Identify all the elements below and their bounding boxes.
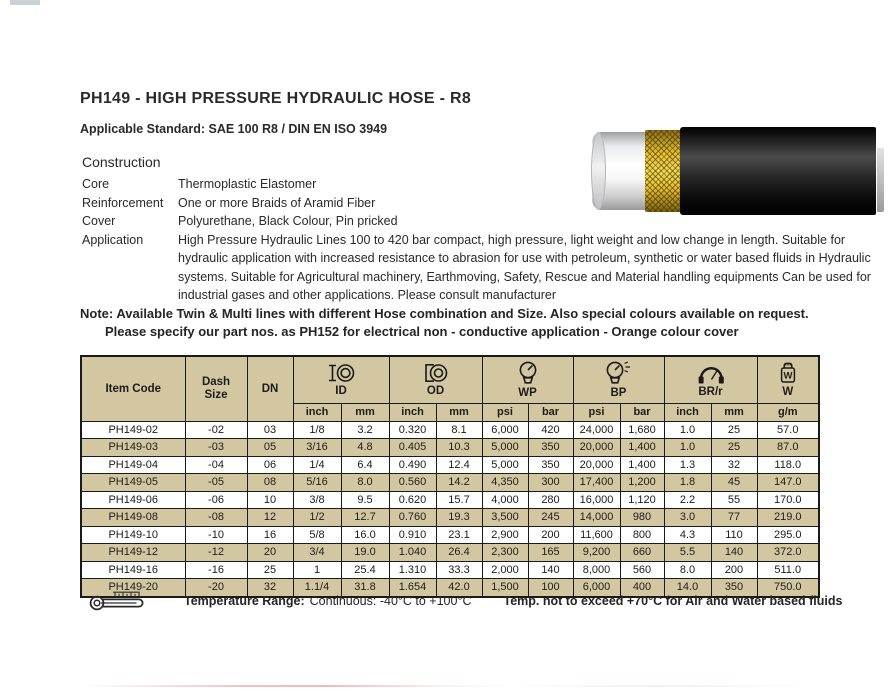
table-row-PH149-10 [81,526,819,544]
table-cell: 14.0 [664,579,711,597]
table-cell: 24,000 [573,421,620,439]
construction-value: One or more Braids of Aramid Fiber [178,195,376,210]
table-cell: 245 [528,509,573,527]
table-cell: 0.760 [389,509,436,527]
table-cell: 5/16 [293,474,341,492]
table-cell: 19.3 [436,509,482,527]
table-cell: 0.405 [389,439,436,457]
table-cell: 3.0 [664,509,711,527]
temperature-continuous-value: Continuous: -40°C to +100°C [309,594,472,608]
table-cell: 1 [293,561,341,579]
table-cell: 55 [711,491,757,509]
table-cell: -06 [185,491,247,509]
table-cell: 03 [247,421,293,439]
outer-diameter-icon [422,362,450,384]
table-cell: 12 [247,509,293,527]
table-row-PH149-05 [81,474,819,492]
table-cell: -04 [185,456,247,474]
temperature-limit-note: Temp. not to exceed +70°C for Air and Water based fluids [503,594,843,608]
col-header-item-code: Item Code [81,356,185,421]
unit-header-mm: mm [341,403,389,421]
table-cell: PH149-12 [81,544,185,562]
page-title: PH149 - HIGH PRESSURE HYDRAULIC HOSE - R8 [80,90,472,107]
table-cell: 660 [620,544,664,562]
table-cell: 15.7 [436,491,482,509]
construction-value: Thermoplastic Elastomer [178,177,317,191]
table-cell: 1,400 [620,439,664,457]
table-cell: 11,600 [573,526,620,544]
construction-row-core [82,175,874,194]
table-cell: 6,000 [482,421,528,439]
table-row-PH149-03 [81,439,819,457]
table-cell: 200 [528,526,573,544]
table-cell: 1.3 [664,456,711,474]
table-cell: 16,000 [573,491,620,509]
table-cell: -02 [185,421,247,439]
table-cell: 3.2 [341,421,389,439]
table-cell: PH149-04 [81,456,185,474]
table-cell: 05 [247,439,293,457]
col-header-id-label: ID [335,385,347,398]
table-cell: PH149-16 [81,561,185,579]
table-cell: 32 [247,579,293,597]
col-header-wp-label: WP [518,386,537,399]
table-cell: 32 [711,456,757,474]
construction-row-application [82,231,874,305]
table-cell: 800 [620,526,664,544]
table-cell: -05 [185,474,247,492]
col-header-bp [573,356,664,403]
table-cell: 25 [711,439,757,457]
table-cell: 1,500 [482,579,528,597]
table-cell: 511.0 [757,561,819,579]
table-cell: PH149-20 [81,579,185,597]
table-cell: 06 [247,456,293,474]
table-cell: 8,000 [573,561,620,579]
unit-header-g-m: g/m [757,403,819,421]
col-header-w-label: W [782,386,794,399]
note-line-1: Note: Available Twin & Multi lines with different Hose combination and Size. Also special colours available on request. [80,306,809,321]
col-header-br [664,356,757,403]
table-cell: 19.0 [341,544,389,562]
construction-heading: Construction [82,154,161,170]
table-cell: 4.3 [664,526,711,544]
table-cell: PH149-03 [81,439,185,457]
col-header-bp-label: BP [610,386,627,399]
table-cell: 1/8 [293,421,341,439]
table-cell: 2,300 [482,544,528,562]
unit-header-bar: bar [620,403,664,421]
table-cell: 6.4 [341,456,389,474]
thermometer-icon [88,586,150,616]
weight-icon [779,361,797,385]
table-cell: 10.3 [436,439,482,457]
table-cell: 280 [528,491,573,509]
table-cell: 25 [711,421,757,439]
table-cell: 1,120 [620,491,664,509]
inner-diameter-icon [326,362,356,384]
table-row-PH149-02 [81,421,819,439]
table-cell: 14,000 [573,509,620,527]
construction-value: High Pressure Hydraulic Lines 100 to 420 bar compact, high pressure, light weight and low change in length. Suitable for hydraulic application with increased resistance to abrasion for use with petroleum, synthetic or water based fluids in Hydraulic systems. Suitable for Agricultural machinery, Earthmoving, Safety, Rescue and Material handling equipments Can be used for industrial gases and other applications. Please consult manufacturer [178,232,871,302]
table-cell: 12.4 [436,456,482,474]
burst-pressure-icon [603,361,634,386]
unit-header-mm: mm [436,403,482,421]
table-cell: PH149-10 [81,526,185,544]
table-cell: 77 [711,509,757,527]
table-cell: 0.910 [389,526,436,544]
table-cell: 0.560 [389,474,436,492]
construction-label: Application [82,232,144,247]
table-cell: 5.5 [664,544,711,562]
table-cell: 20 [247,544,293,562]
table-cell: 140 [528,561,573,579]
table-cell: 1.040 [389,544,436,562]
unit-header-inch: inch [664,403,711,421]
pressure-gauge-icon [515,361,541,386]
table-cell: 4.8 [341,439,389,457]
table-cell: 350 [528,456,573,474]
table-cell: 25.4 [341,561,389,579]
bend-radius-icon [696,362,726,385]
construction-value: Polyurethane, Black Colour, Pin pricked [178,214,398,228]
table-cell: 5,000 [482,439,528,457]
table-cell: 20,000 [573,456,620,474]
table-cell: 14.2 [436,474,482,492]
table-cell: 1,400 [620,456,664,474]
table-cell: 0.490 [389,456,436,474]
table-cell: 5/8 [293,526,341,544]
table-cell: 17,400 [573,474,620,492]
table-cell: 420 [528,421,573,439]
col-header-wp [482,356,573,403]
table-cell: 87.0 [757,439,819,457]
table-cell: 1,200 [620,474,664,492]
table-cell: 10 [247,491,293,509]
table-cell: 8.1 [436,421,482,439]
table-row-PH149-12 [81,544,819,562]
col-header-id [293,356,389,403]
table-cell: 170.0 [757,491,819,509]
table-cell: 295.0 [757,526,819,544]
col-header-dash-size: Dash Size [185,356,247,421]
table-row-PH149-16 [81,561,819,579]
table-cell: -20 [185,579,247,597]
applicable-standard: Applicable Standard: SAE 100 R8 / DIN EN ISO 3949 [80,122,388,136]
table-cell: 2,000 [482,561,528,579]
table-cell: 26.4 [436,544,482,562]
table-cell: 110 [711,526,757,544]
temperature-footer [88,586,842,616]
table-cell: 57.0 [757,421,819,439]
specification-table [80,355,820,598]
table-row-PH149-04 [81,456,819,474]
table-cell: 1.0 [664,421,711,439]
table-cell: 16 [247,526,293,544]
table-cell: 0.620 [389,491,436,509]
unit-header-mm: mm [711,403,757,421]
table-cell: 118.0 [757,456,819,474]
col-header-w [757,356,819,403]
col-header-dn: DN [247,356,293,421]
table-cell: 219.0 [757,509,819,527]
table-cell: -10 [185,526,247,544]
table-cell: 200 [711,561,757,579]
table-header-row [81,356,819,403]
table-cell: 1.310 [389,561,436,579]
col-header-br-label: BR/r [698,385,723,398]
table-cell: 2,900 [482,526,528,544]
table-cell: 08 [247,474,293,492]
table-cell: 8.0 [664,561,711,579]
table-cell: 2.2 [664,491,711,509]
table-cell: 25 [247,561,293,579]
table-cell: 147.0 [757,474,819,492]
table-cell: 5,000 [482,456,528,474]
table-cell: -03 [185,439,247,457]
table-cell: 1/2 [293,509,341,527]
table-cell: 42.0 [436,579,482,597]
unit-header-bar: bar [528,403,573,421]
table-cell: 23.1 [436,526,482,544]
note-line-2: Please specify our part nos. as PH152 for electrical non - conductive application - Orange colour cover [105,324,739,339]
table-cell: 300 [528,474,573,492]
table-cell: 9.5 [341,491,389,509]
table-cell: 8.0 [341,474,389,492]
table-cell: 33.3 [436,561,482,579]
table-cell: 100 [528,579,573,597]
table-cell: 372.0 [757,544,819,562]
table-cell: PH149-08 [81,509,185,527]
table-cell: 3/16 [293,439,341,457]
table-cell: 6,000 [573,579,620,597]
col-header-od-label: OD [426,385,445,398]
table-cell: 4,000 [482,491,528,509]
unit-header-inch: inch [389,403,436,421]
window-edge-strip [10,0,40,5]
unit-header-inch: inch [293,403,341,421]
table-cell: 9,200 [573,544,620,562]
note-section [80,305,840,341]
table-cell: 3/4 [293,544,341,562]
table-row-PH149-08 [81,509,819,527]
table-cell: PH149-06 [81,491,185,509]
table-cell: 31.8 [341,579,389,597]
table-cell: 165 [528,544,573,562]
temperature-range-label: Temperature Range: [184,594,305,608]
table-cell: 1.0 [664,439,711,457]
spec-table-body [81,421,819,597]
table-cell: 16.0 [341,526,389,544]
table-cell: 350 [711,579,757,597]
unit-header-psi: psi [482,403,528,421]
svg-text:W: W [783,370,793,382]
table-cell: 3,500 [482,509,528,527]
table-cell: -08 [185,509,247,527]
table-cell: 3/8 [293,491,341,509]
table-cell: 1.1/4 [293,579,341,597]
table-cell: PH149-05 [81,474,185,492]
table-cell: 980 [620,509,664,527]
table-cell: 350 [528,439,573,457]
table-cell: 560 [620,561,664,579]
col-header-od [389,356,482,403]
table-cell: 140 [711,544,757,562]
construction-label: Core [82,177,110,191]
table-cell: -12 [185,544,247,562]
table-cell: -16 [185,561,247,579]
table-cell: 400 [620,579,664,597]
table-cell: 4,350 [482,474,528,492]
construction-section [82,154,874,305]
table-cell: PH149-02 [81,421,185,439]
table-cell: 1.654 [389,579,436,597]
unit-header-psi: psi [573,403,620,421]
table-cell: 1.8 [664,474,711,492]
table-cell: 750.0 [757,579,819,597]
construction-row-reinforcement [82,194,874,213]
construction-row-cover [82,212,874,231]
hose-cut-end [877,148,884,212]
page-footer-divider [85,685,820,687]
table-cell: 1,680 [620,421,664,439]
table-cell: 1/4 [293,456,341,474]
construction-label: Cover [82,214,116,228]
construction-label: Reinforcement [82,195,164,210]
table-cell: 12.7 [341,509,389,527]
table-cell: 0.320 [389,421,436,439]
table-row-PH149-06 [81,491,819,509]
table-cell: 45 [711,474,757,492]
table-cell: 20,000 [573,439,620,457]
